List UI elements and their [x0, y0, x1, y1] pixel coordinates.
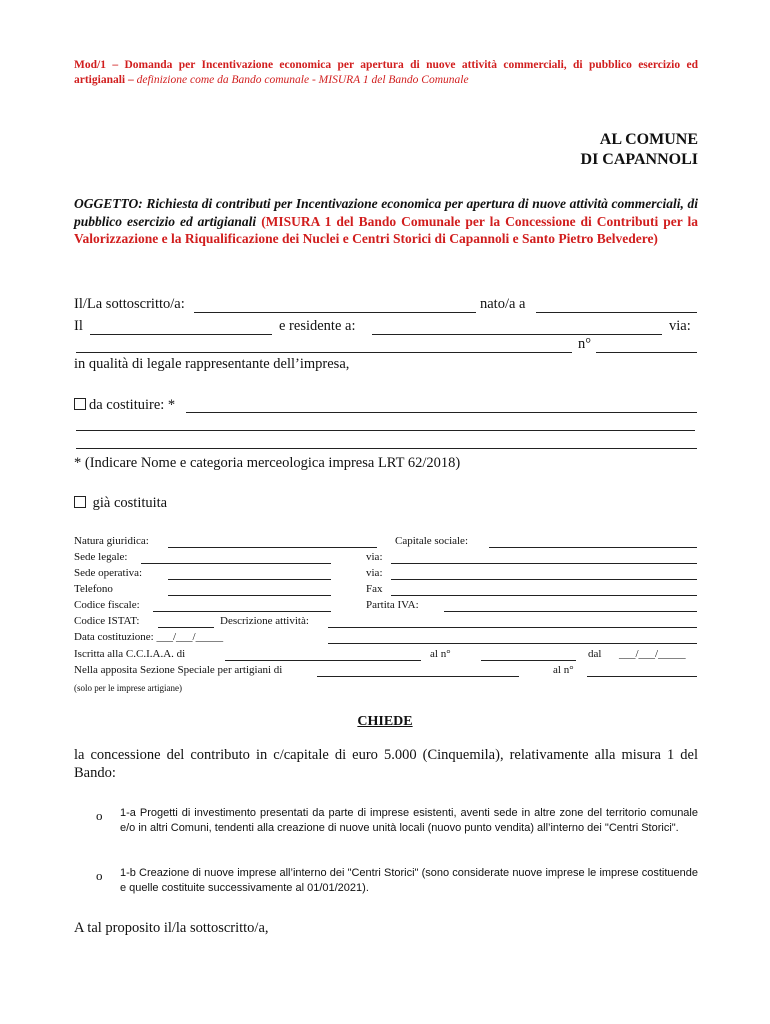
label-sezione-speciale: Nella apposita Sezione Speciale per artigiani di [74, 664, 283, 676]
label-natura: Natura giuridica: [74, 535, 149, 547]
checkbox-da-costituire[interactable] [74, 398, 86, 410]
input-sezione-speciale[interactable] [317, 676, 519, 677]
input-codice-istat[interactable] [158, 627, 214, 628]
option-1b-text: 1-b Creazione di nuove imprese all’interno dei "Centri Storici" (sono considerate nuove imprese le imprese costituende e quelle costituite successivamente al 01/01/2021). [120, 867, 698, 894]
input-sede-operativa[interactable] [168, 579, 331, 580]
label-sede-legale: Sede legale: [74, 551, 128, 563]
addressee [581, 130, 698, 170]
input-cciaa[interactable] [225, 660, 421, 661]
input-descrizione-2[interactable] [328, 643, 697, 644]
subject-text: OGGETTO: Richiesta di contributi per Incentivazione economica per apertura di nuove attività commerciali, di pubblico esercizio ed artigianali [74, 196, 698, 229]
header-subtitle: definizione come da Bando comunale - MISURA 1 del Bando Comunale [136, 74, 469, 86]
input-numero[interactable] [596, 352, 697, 353]
input-cciaa-numero[interactable] [481, 660, 576, 661]
form-header [74, 58, 698, 88]
label-descrizione: Descrizione attività: [220, 615, 309, 627]
input-partita-iva[interactable] [444, 611, 697, 612]
label-data-costituzione [74, 631, 223, 643]
label-iscritta: Iscritta alla C.C.I.A.A. di [74, 648, 186, 660]
checkbox-gia-costituita[interactable] [74, 496, 86, 508]
input-costituire-1[interactable] [186, 412, 697, 413]
subject-paragraph [74, 195, 698, 248]
closing-text: A tal proposito il/la sottoscritto/a, [74, 920, 269, 936]
input-data-costituzione[interactable]: ___/___/_____ [156, 631, 224, 643]
label-qualita: in qualità di legale rappresentante dell’impresa, [74, 356, 350, 372]
label-sottoscritto: Il/La sottoscritto/a: [74, 296, 185, 312]
note-costituire: * (Indicare Nome e categoria merceologica impresa LRT 62/2018) [74, 455, 461, 471]
input-telefono[interactable] [168, 595, 331, 596]
note-imprese-artigiane: (solo per le imprese artigiane) [74, 683, 182, 693]
label-numero: n° [578, 336, 592, 352]
label-capitale: Capitale sociale: [395, 535, 468, 547]
input-sottoscritto[interactable] [194, 312, 476, 313]
label-fax: Fax [366, 583, 383, 595]
input-descrizione[interactable] [328, 627, 697, 628]
input-nato-a[interactable] [536, 312, 697, 313]
input-sede-legale[interactable] [141, 563, 331, 564]
addressee-line1: AL COMUNE [599, 131, 698, 148]
input-via-legale[interactable] [391, 563, 697, 564]
label-gia-costituita: già costituita [92, 495, 168, 511]
label-via: via: [669, 318, 691, 334]
chiede-title: CHIEDE [357, 714, 413, 729]
header-title: Mod/1 – Domanda per Incentivazione economica per apertura di nuove attività commerciali, di pubblico esercizio ed artigianali – [74, 59, 698, 86]
subject-measure: (MISURA 1 del Bando Comunale per la Concessione di Contributi per la Valorizzazione e la Riqualificazione dei Nuclei e Centri Storici di Capannoli e Santo Pietro Belvedere) [74, 213, 699, 246]
label-da-costituire: da costituire: * [89, 397, 176, 413]
input-via-operativa[interactable] [391, 579, 697, 580]
input-capitale[interactable] [489, 547, 697, 548]
label-codice-fiscale: Codice fiscale: [74, 599, 140, 611]
input-costituire-2[interactable] [76, 430, 695, 431]
input-residenza[interactable] [372, 334, 662, 335]
label-dal: dal [588, 648, 602, 660]
label-sede-operativa: Sede operativa: [74, 567, 143, 579]
option-1a-bullet[interactable]: o [96, 808, 103, 823]
label-telefono: Telefono [74, 583, 113, 595]
label-nato-a: nato/a a [480, 296, 526, 312]
chiede-text: la concessione del contributo in c/capitale di euro 5.000 (Cinquemila), relativamente alla misura 1 del Bando: [74, 747, 698, 781]
label-il: Il [74, 318, 83, 334]
input-codice-fiscale[interactable] [153, 611, 331, 612]
input-natura[interactable] [168, 547, 377, 548]
option-1b-bullet[interactable]: o [96, 868, 103, 883]
input-costituire-3[interactable] [76, 448, 697, 449]
option-da-costituire[interactable] [74, 397, 175, 414]
label-via-operativa: via: [366, 567, 383, 579]
input-fax[interactable] [391, 595, 697, 596]
label-partita-iva: Partita IVA: [366, 599, 419, 611]
option-1a-text: 1-a Progetti di investimento presentati da parte di imprese esistenti, aventi sede in altre zone del territorio comunale e/o in altri Comuni, tendenti alla creazione di nuove unità locali (nuovo punto vendita) all’interno dei "Centri Storici". [120, 807, 698, 834]
label-al-n: al n° [430, 648, 451, 660]
option-gia-costituita[interactable] [74, 495, 167, 512]
addressee-line2: DI CAPANNOLI [580, 151, 698, 168]
input-data-nascita[interactable] [90, 334, 272, 335]
chiede-heading [0, 714, 770, 730]
label-codice-istat: Codice ISTAT: [74, 615, 140, 627]
input-numero-artigiani[interactable] [587, 676, 697, 677]
label-data-costituzione-text: Data costituzione: [74, 631, 154, 643]
label-via-legale: via: [366, 551, 383, 563]
input-cciaa-data[interactable]: ___/___/_____ [619, 648, 686, 660]
label-al-n-artigiani: al n° [553, 664, 574, 676]
input-via[interactable] [76, 352, 572, 353]
label-residente: e residente a: [279, 318, 356, 334]
